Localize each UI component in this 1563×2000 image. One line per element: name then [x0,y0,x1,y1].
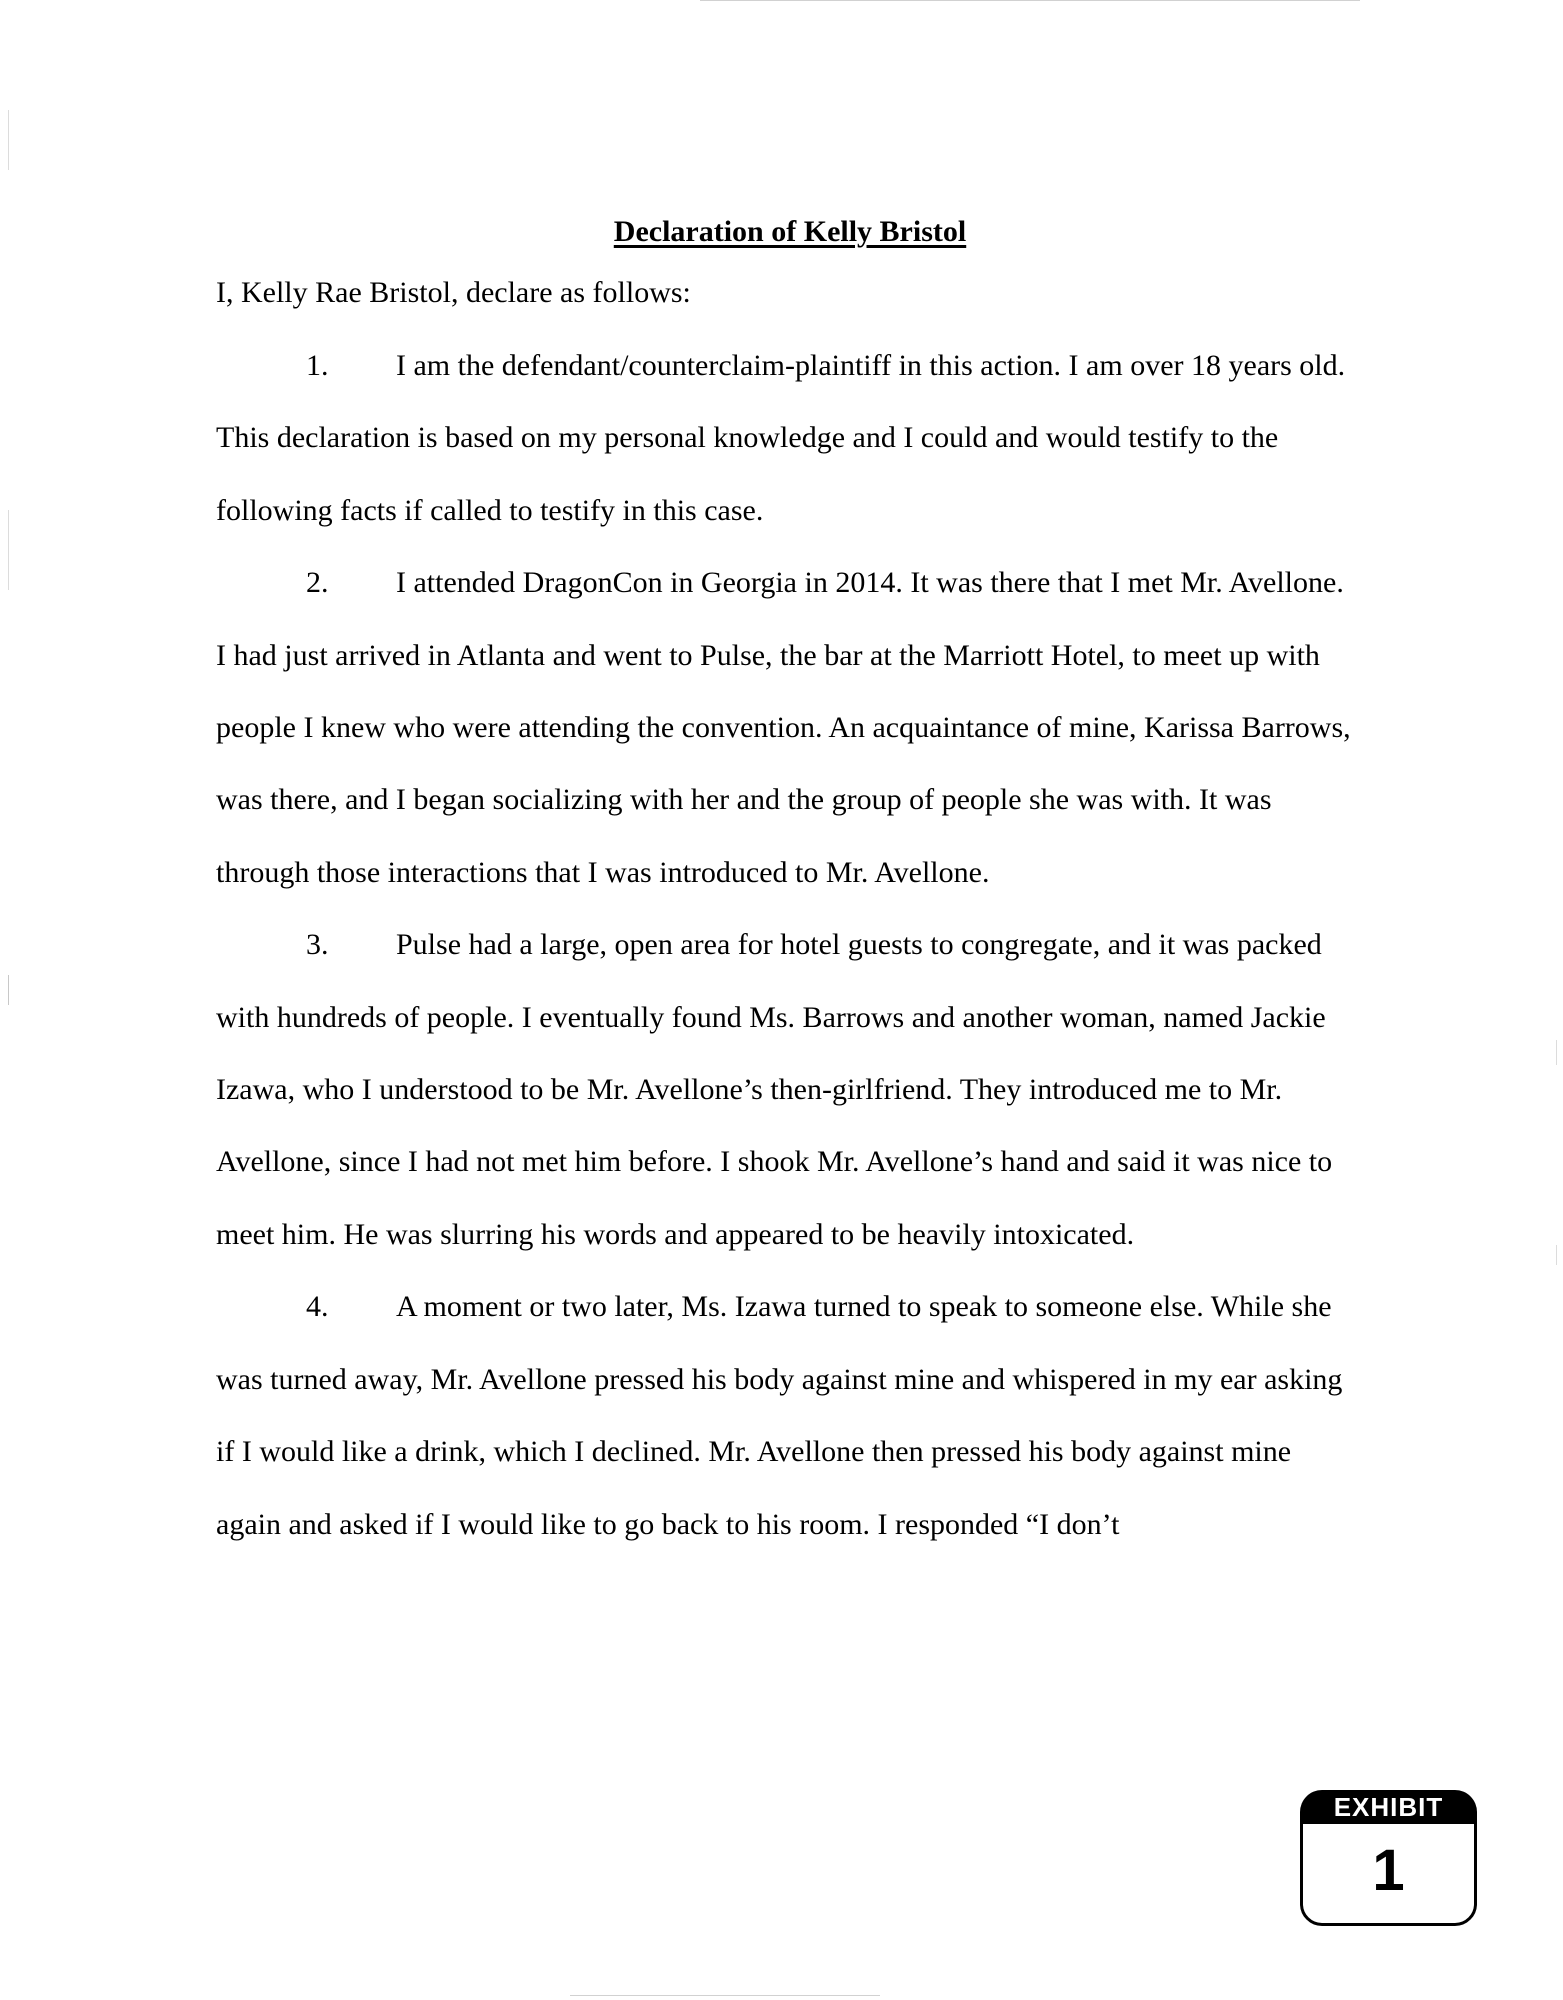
scan-artifact-top [700,0,1360,1]
paragraph-number: 4. [306,1290,329,1324]
scan-artifact-left-3 [8,975,9,1005]
paragraph-1 [216,330,1356,547]
declaration-body [216,330,1356,1561]
scan-artifact-bottom [570,1995,880,1996]
paragraph-text: I attended DragonCon in Georgia in 2014. It was there that I met Mr. Avellone. I had just arrived in Atlanta and went to Pulse, the bar at the Marriott Hotel, to meet up with people I knew who were attending the convention. An acquaintance of mine, Karissa Barrows, was there, and I began socializing with her and the group of people she was with. It was through those interactions that I was introduced to Mr. Avellone. [216,566,1351,889]
exhibit-label: EXHIBIT [1300,1790,1477,1824]
exhibit-number: 1 [1372,1838,1405,1903]
paragraph-number: 2. [306,566,329,600]
paragraph-text: Pulse had a large, open area for hotel guests to congregate, and it was packed with hundreds of people. I eventually found Ms. Barrows and another woman, named Jackie Izawa, who I understood to be Mr. Avellone’s then-girlfriend. They introduced me to Mr. Avellone, since I had not met him before. I shook Mr. Avellone’s hand and said it was nice to meet him. He was slurring his words and appeared to be heavily intoxicated. [216,928,1333,1251]
paragraph-4 [216,1271,1356,1561]
scan-artifact-left-1 [8,110,9,170]
paragraph-3 [216,909,1356,1271]
paragraph-text: A moment or two later, Ms. Izawa turned to speak to someone else. While she was turned away, Mr. Avellone pressed his body against mine and whispered in my ear asking if I would like a drink, which I declined. Mr. Avellone then pressed his body against mine again and asked if I would like to go back to his room. I responded “I don’t [216,1290,1343,1541]
scan-artifact-right-2 [1556,1245,1557,1265]
paragraph-text: I am the defendant/counterclaim-plaintiff in this action. I am over 18 years old. This declaration is based on my personal knowledge and I could and would testify to the following facts if called to testify in this case. [216,349,1346,527]
paragraph-2 [216,547,1356,909]
document-title: Declaration of Kelly Bristol [613,215,967,248]
paragraph-number: 3. [306,928,329,962]
paragraph-number: 1. [306,349,329,382]
scan-artifact-right-1 [1556,1040,1557,1065]
exhibit-sticker [1300,1790,1477,1923]
scan-artifact-left-2 [8,510,9,590]
declaration-intro: I, Kelly Rae Bristol, declare as follows: [216,276,691,309]
